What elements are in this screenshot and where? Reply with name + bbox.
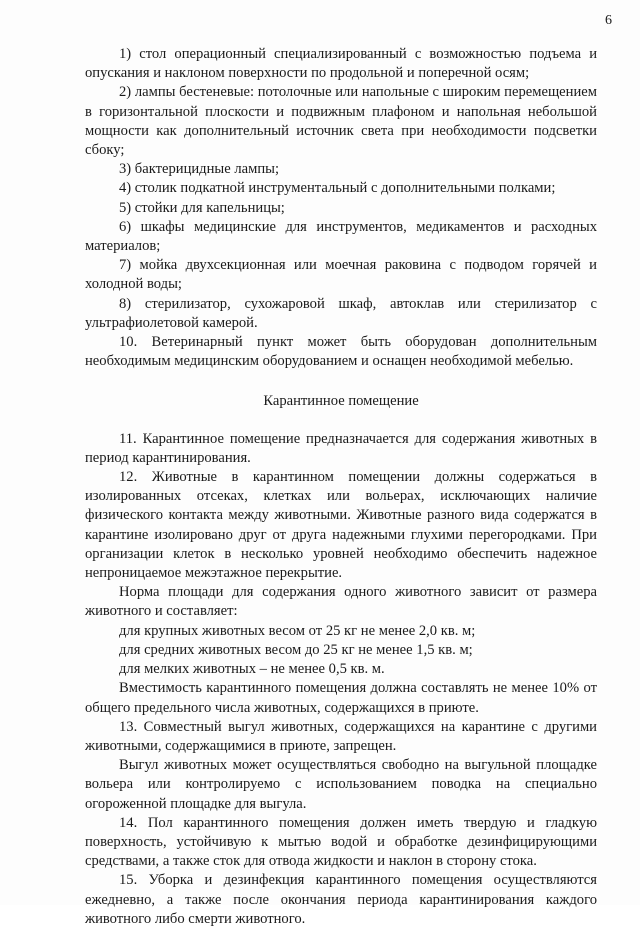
norm-large: для крупных животных весом от 25 кг не менее 2,0 кв. м; [119, 622, 476, 639]
norm-medium: для средних животных весом до 25 кг не менее 1,5 кв. м; [119, 641, 473, 658]
paragraph-13: 13. Совместный выгул животных, содержащихся на карантине с другими животными, содержащимися в приюте, запрещен. [85, 718, 597, 754]
list-item: 3) бактерицидные лампы; [119, 161, 280, 178]
page-number: 6 [605, 13, 612, 28]
paragraph-15: 15. Уборка и дезинфекция карантинного помещения осуществляются ежедневно, а также после окончания периода карантинирования каждого животного либо смерти животного. [85, 872, 597, 927]
list-item: 8) стерилизатор, сухожаровой шкаф, автоклав или стерилизатор с ультрафиолетовой камерой. [85, 295, 597, 331]
norm-small: для мелких животных – не менее 0,5 кв. м. [119, 661, 385, 678]
section-heading: Карантинное помещение [263, 393, 419, 410]
paragraph-14: 14. Пол карантинного помещения должен иметь твердую и гладкую поверхность, устойчивую к мытью водой и обработке дезинфицирующими средствами, а также сток для отвода жидкости и наклон в сторону стока. [85, 814, 597, 870]
walk-paragraph: Выгул животных может осуществляться свободно на выгульной площадке вольера или контролируемо с использованием поводка на специально огороженной площадке для выгула. [85, 757, 597, 812]
paragraph-11: 11. Карантинное помещение предназначается для содержания животных в период карантинирования. [85, 430, 597, 466]
list-item: 1) стол операционный специализированный с возможностью подъема и опускания и наклоном поверхности по продольной и поперечной осям; [85, 46, 597, 82]
list-item: 6) шкафы медицинские для инструментов, медикаментов и расходных материалов; [85, 218, 597, 255]
paragraph-12: 12. Животные в карантинном помещении должны содержаться в изолированных отсеках, клетках или вольерах, исключающих наличие физического контакта между животными. Животные разного вида содержатся в карантине изолировано друг от друга надежными глухими перегородками. При организации клеток в несколько уровней необходимо обеспечить надежное непроницаемое межэтажное перекрытие. [85, 469, 597, 582]
capacity-paragraph: Вместимость карантинного помещения должна составлять не менее 10% от общего предельного числа животных, содержащихся в приюте. [85, 680, 597, 716]
norm-intro: Норма площади для содержания одного животного зависит от размера животного и составляет: [85, 584, 597, 620]
list-item: 4) столик подкатной инструментальный с дополнительными полками; [119, 180, 556, 197]
document-body [85, 45, 597, 929]
list-item: 5) стойки для капельницы; [119, 199, 285, 216]
paragraph-10: 10. Ветеринарный пункт может быть оборудован дополнительным необходимым медицинским оборудованием и оснащен необходимой мебелью. [85, 334, 597, 370]
list-item: 7) мойка двухсекционная или моечная раковина с подводом горячей и холодной воды; [85, 257, 597, 293]
list-item: 2) лампы бестеневые: потолочные или напольные с широким перемещением в горизонтальной плоскости и подвижным плафоном и напольная небольшой мощности как дополнительный источник света при необходимости подсветки сбоку; [85, 84, 597, 159]
